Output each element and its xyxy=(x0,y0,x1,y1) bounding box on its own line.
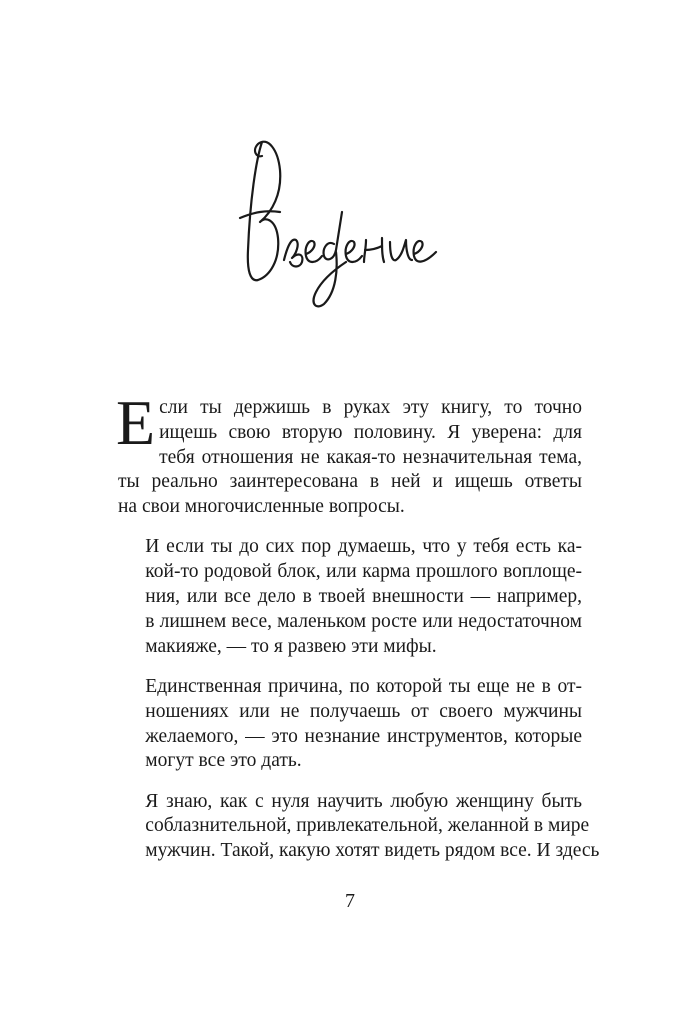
paragraph-3 xyxy=(118,675,582,774)
text-line: мужчин. Такой, какую хотят видеть рядом все. И здесь xyxy=(145,840,600,862)
text-line: тебя отношения не какая-то незначительная тема, xyxy=(159,446,582,468)
text-line: сли ты держишь в руках эту книгу, то точно xyxy=(159,397,582,418)
text-line: кой-то родовой блок, или карма прошлого воплоще- xyxy=(145,561,582,583)
text-line: Я знаю, как с нуля научить любую женщину быть xyxy=(145,790,582,812)
text-line: ищешь свою вторую половину. Я уверена: для xyxy=(159,421,582,443)
chapter-title xyxy=(0,120,1,121)
body-text xyxy=(116,387,600,880)
text-line: Единственная причина, по которой ты еще не в от- xyxy=(145,675,582,697)
paragraph-1 xyxy=(116,387,582,520)
chapter-title-block xyxy=(0,120,700,320)
text-line: макияже, — то я развею эти мифы. xyxy=(145,635,437,657)
text-line: желаемого, — это незнание инструментов, которые xyxy=(145,725,582,747)
text-line: ношениях или не получаешь от своего мужчины xyxy=(145,700,582,722)
text-line: И если ты до сих пор думаешь, что у тебя есть ка- xyxy=(145,536,582,558)
paragraph-4 xyxy=(118,790,600,864)
drop-cap: Е xyxy=(116,387,156,458)
text-line: могут все это дать. xyxy=(145,750,302,772)
text-line: соблазнительной, привлекательной, желанной в мире xyxy=(145,815,590,837)
page-number: 7 xyxy=(345,890,355,912)
text-line: в лишнем весе, маленьком росте или недостаточном xyxy=(145,610,582,632)
text-line: ты реально заинтересована в ней и ищешь ответы xyxy=(118,471,582,493)
paragraph-2 xyxy=(118,535,582,659)
text-line: ния, или все дело в твоей внешности — например, xyxy=(145,586,582,608)
chapter-title-script-icon xyxy=(226,120,456,320)
text-line: на свои многочисленные вопросы. xyxy=(118,496,405,518)
